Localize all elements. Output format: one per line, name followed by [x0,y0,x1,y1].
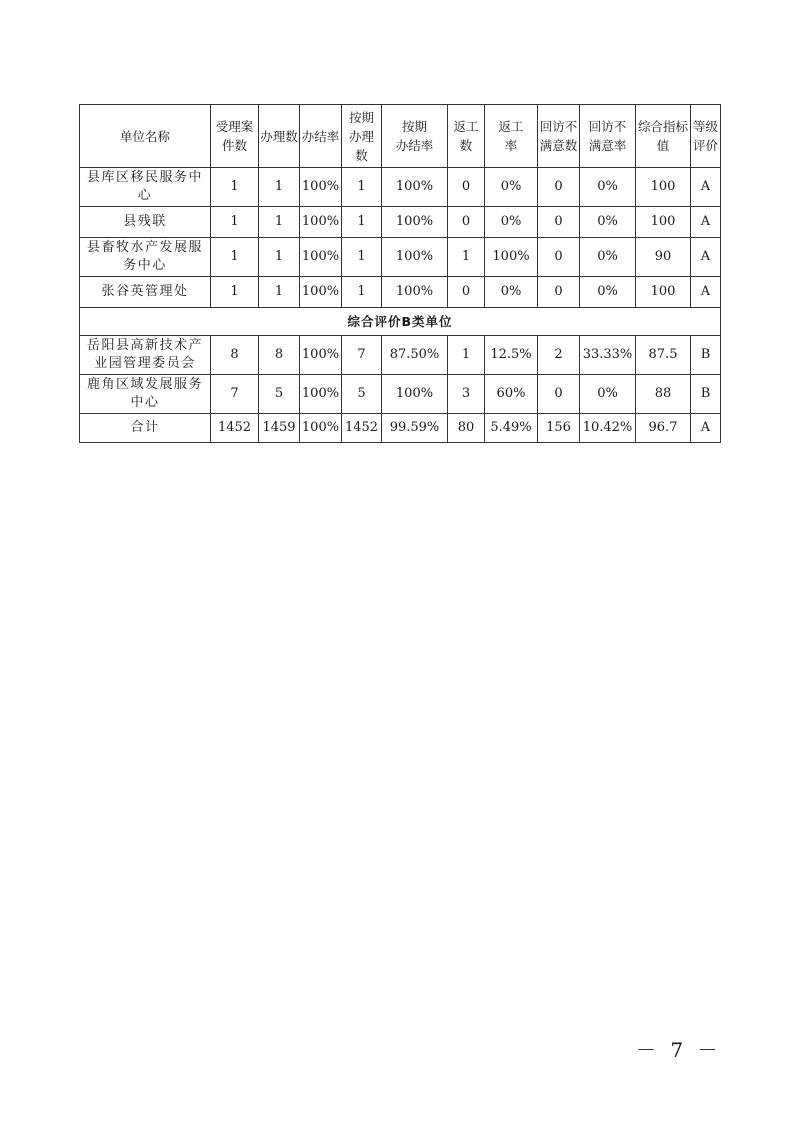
cell-rework-rate: 0% [485,277,538,308]
cell-handled: 1 [259,168,300,207]
header-completion-rate: 办结率 [300,105,342,168]
evaluation-table [79,104,721,443]
cell-unit-name: 县库区移民服务中心 [80,168,211,207]
cell-total-label: 合计 [80,414,211,443]
cell-grade: A [691,277,721,308]
cell-accepted: 1 [211,168,259,207]
cell-rework: 3 [448,375,485,414]
header-handled: 办理数 [259,105,300,168]
cell-unsatisfied-rate: 0% [580,375,636,414]
cell-handled: 1 [259,238,300,277]
header-ontime-rate: 按期 办结率 [382,105,448,168]
cell-rework: 80 [448,414,485,443]
cell-ontime-rate: 100% [382,207,448,238]
cell-rework-rate: 100% [485,238,538,277]
header-unit-name: 单位名称 [80,105,211,168]
cell-unsatisfied-rate: 33.33% [580,336,636,375]
cell-grade: A [691,168,721,207]
header-rework: 返工 数 [448,105,485,168]
header-index: 综合指标 值 [636,105,691,168]
cell-unsatisfied-rate: 0% [580,168,636,207]
cell-ontime-rate: 100% [382,238,448,277]
page-number: － 7 － [636,1038,722,1062]
table-row [80,168,721,207]
cell-index: 90 [636,238,691,277]
cell-index: 88 [636,375,691,414]
cell-handled: 1 [259,207,300,238]
cell-ontime-rate: 99.59% [382,414,448,443]
cell-accepted: 8 [211,336,259,375]
cell-unit-name: 县畜牧水产发展服务中心 [80,238,211,277]
cell-unsatisfied: 0 [538,375,580,414]
header-accepted: 受理案 件数 [211,105,259,168]
cell-accepted: 1 [211,207,259,238]
cell-accepted: 1 [211,277,259,308]
cell-accepted: 1452 [211,414,259,443]
cell-completion-rate: 100% [300,207,342,238]
cell-completion-rate: 100% [300,414,342,443]
cell-handled: 5 [259,375,300,414]
cell-unit-name: 岳阳县高新技术产业园管理委员会 [80,336,211,375]
cell-index: 96.7 [636,414,691,443]
cell-completion-rate: 100% [300,277,342,308]
cell-ontime: 1452 [342,414,382,443]
header-grade: 等级 评价 [691,105,721,168]
cell-rework-rate: 0% [485,207,538,238]
header-unsatisfied: 回访不 满意数 [538,105,580,168]
cell-unsatisfied: 0 [538,168,580,207]
cell-unit-name: 张谷英管理处 [80,277,211,308]
cell-completion-rate: 100% [300,168,342,207]
cell-accepted: 1 [211,238,259,277]
cell-ontime: 7 [342,336,382,375]
total-row [80,414,721,443]
cell-rework: 0 [448,168,485,207]
cell-index: 100 [636,277,691,308]
cell-unsatisfied-rate: 0% [580,277,636,308]
cell-unsatisfied: 2 [538,336,580,375]
cell-grade: B [691,336,721,375]
cell-grade: A [691,414,721,443]
cell-unsatisfied: 0 [538,207,580,238]
cell-rework: 1 [448,336,485,375]
cell-handled: 1459 [259,414,300,443]
cell-unit-name: 鹿角区域发展服务中心 [80,375,211,414]
cell-grade: B [691,375,721,414]
cell-unsatisfied-rate: 0% [580,238,636,277]
cell-ontime: 1 [342,238,382,277]
cell-ontime-rate: 100% [382,277,448,308]
cell-grade: A [691,238,721,277]
cell-ontime: 1 [342,277,382,308]
cell-rework: 0 [448,277,485,308]
cell-grade: A [691,207,721,238]
table-row [80,207,721,238]
cell-handled: 1 [259,277,300,308]
cell-index: 100 [636,207,691,238]
header-ontime: 按期 办理 数 [342,105,382,168]
cell-rework-rate: 5.49% [485,414,538,443]
cell-ontime: 5 [342,375,382,414]
cell-unsatisfied: 0 [538,238,580,277]
cell-unsatisfied: 156 [538,414,580,443]
cell-index: 100 [636,168,691,207]
cell-rework: 1 [448,238,485,277]
table-header-row [80,105,721,168]
cell-ontime-rate: 87.50% [382,336,448,375]
table-row [80,277,721,308]
cell-rework: 0 [448,207,485,238]
cell-accepted: 7 [211,375,259,414]
cell-ontime: 1 [342,207,382,238]
header-unsatisfied-rate: 回访不 满意率 [580,105,636,168]
cell-unsatisfied-rate: 10.42% [580,414,636,443]
cell-completion-rate: 100% [300,238,342,277]
cell-rework-rate: 0% [485,168,538,207]
cell-unsatisfied-rate: 0% [580,207,636,238]
cell-rework-rate: 12.5% [485,336,538,375]
cell-rework-rate: 60% [485,375,538,414]
table-row [80,375,721,414]
cell-completion-rate: 100% [300,336,342,375]
cell-completion-rate: 100% [300,375,342,414]
cell-unit-name: 县残联 [80,207,211,238]
cell-index: 87.5 [636,336,691,375]
cell-unsatisfied: 0 [538,277,580,308]
table-row [80,336,721,375]
header-rework-rate: 返工 率 [485,105,538,168]
cell-ontime-rate: 100% [382,375,448,414]
section-b-title: 综合评价B类单位 [80,308,721,336]
section-b-row [80,308,721,336]
cell-ontime: 1 [342,168,382,207]
cell-handled: 8 [259,336,300,375]
table-row [80,238,721,277]
cell-ontime-rate: 100% [382,168,448,207]
